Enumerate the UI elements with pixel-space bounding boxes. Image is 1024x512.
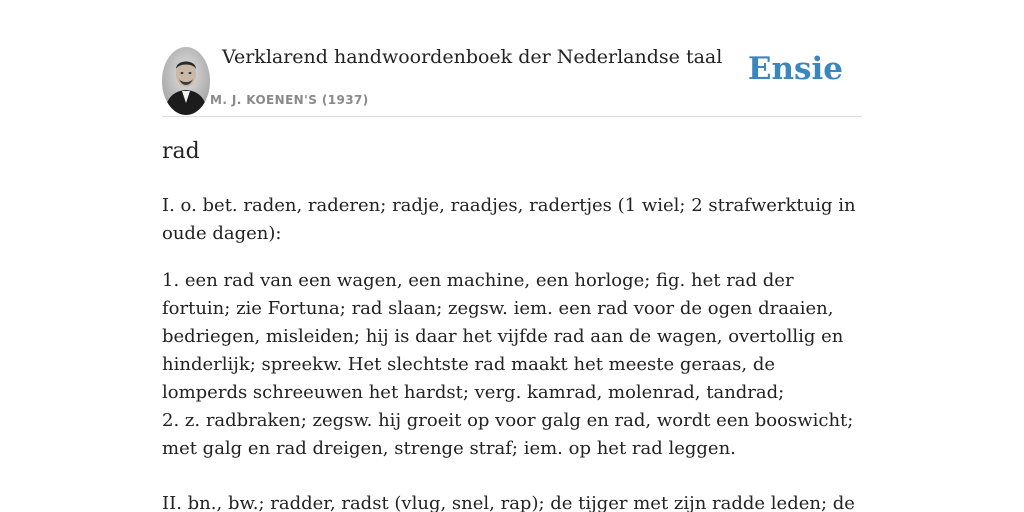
book-subtitle: M. J. KOENEN'S (1937) [210,93,369,107]
site-header [162,44,862,117]
brand-logo[interactable]: Ensie [747,51,843,87]
author-portrait [162,47,210,115]
author-portrait-image [162,47,210,115]
definition-part-1-intro: I. o. bet. raden, raderen; radje, raadjes, radertjes (1 wiel; 2 strafwerktuig in oude dagen): [162,195,856,244]
book-title[interactable]: Verklarend handwoordenboek der Nederlandse taal [222,46,723,68]
sense-2: 2. z. radbraken; zegsw. hij groeit op voor galg en rad, wordt een booswicht; met galg en rad dreigen, strenge straf; iem. op het rad leggen. [162,410,854,459]
definition-part-2-intro: II. bn., bw.; radder, radst (vlug, snel, rap); de tijger met zijn radde leden; de [162,493,855,512]
definition-part-1-senses [162,267,862,463]
sense-1: 1. een rad van een wagen, een machine, een horloge; fig. het rad der fortuin; zie Fortuna; rad slaan; zegsw. iem. een rad voor de ogen draaien, bedriegen, misleiden; hij is daar het vijfde rad aan de wagen, overtollig en hinderlijk; spreekw. Het slechtste rad maakt het meeste geraas, de lomperds schreeuwen het hardst; verg. kamrad, molenrad, tandrad; [162,270,844,403]
entry-headword: rad [162,139,200,164]
